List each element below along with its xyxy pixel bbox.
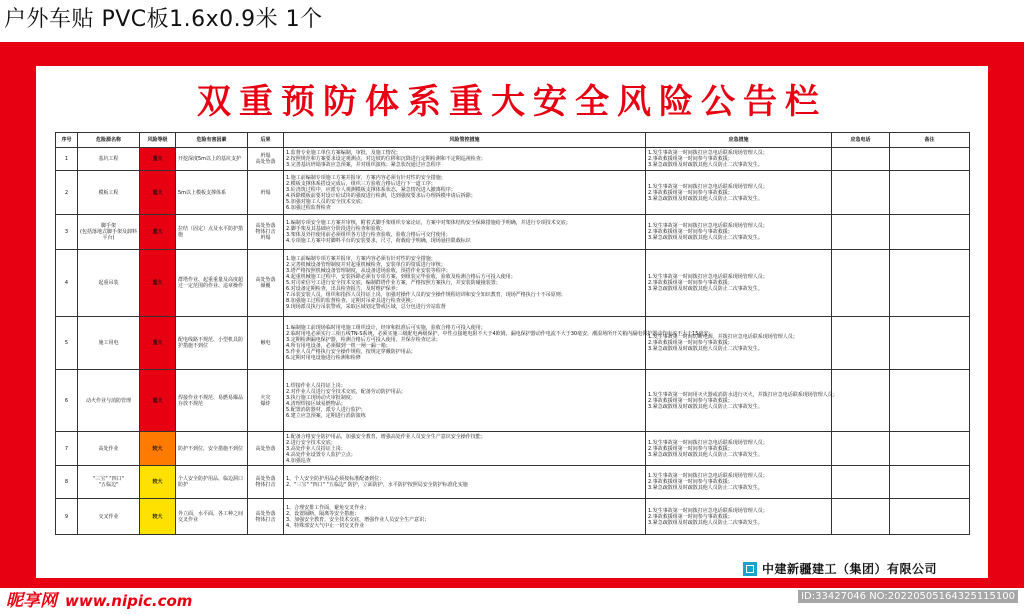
- measure-line: 4.专项施工方案中对脚料平台的安装要求，尺寸，荷载给予明确，现场悬挂限载标识: [286, 238, 471, 244]
- emergency-line: 1.发生事故第一时间拨打应急电话联系现场管理人员；: [648, 439, 768, 446]
- emergency-line: 2.事故救援组第一时间参与事故救援；: [648, 280, 733, 286]
- row-result: 触电: [248, 317, 284, 370]
- row-emergency: [646, 432, 832, 466]
- row-result: 高处坠落 物体打击: [248, 499, 284, 535]
- watermark-url: www.nipic.com: [65, 592, 193, 610]
- row-level: 重大: [140, 370, 176, 432]
- measure-line: 1.监督专业施工单位方案编制，审批，及施工情况；: [286, 150, 401, 156]
- row-remark: [890, 148, 970, 171]
- row-remark: [890, 171, 970, 215]
- row-no: 4: [56, 250, 78, 317]
- row-phone: [832, 432, 890, 466]
- row-factor: 焊接作业不规范、易燃易爆品存放不规范: [176, 370, 248, 432]
- emergency-line: 3.紧急疏散组及时疏散其他人员防止二次事故发生。: [648, 162, 763, 168]
- measure-line: 6.对设备定期检查，出具检查报告，及时维护保养；: [286, 286, 401, 292]
- watermark-brand-text: 昵享网: [6, 591, 57, 611]
- row-emergency: [646, 499, 832, 535]
- row-emergency: [646, 215, 832, 250]
- row-name: 高处作业: [78, 432, 140, 466]
- emergency-line: 1.发生事故第一时间拨打应急电话联系现场管理人员；: [648, 223, 768, 229]
- row-level: 重大: [140, 148, 176, 171]
- table-row: [56, 215, 970, 250]
- measure-line: 3.砼浇筑过程中，应派专人观测模板支撑体系状态，紧急情况进入撤离程序；: [286, 186, 456, 193]
- row-phone: [832, 148, 890, 171]
- emergency-line: 2.事故救援组第一时间参与事故救援；: [648, 397, 733, 404]
- risk-table: [55, 132, 970, 535]
- emergency-line: 1.发生事故第一时间拨打应急电话联系现场管理人员；: [648, 183, 768, 190]
- row-factor: 外立面，水平面，各工种之间交叉作业: [176, 499, 248, 535]
- row-measures: [284, 370, 646, 432]
- emergency-line: 3.紧急疏散组及时疏散其他人员防止二次事故发生。: [648, 485, 763, 491]
- row-remark: [890, 370, 970, 432]
- row-name: 起重吊装: [78, 250, 140, 317]
- row-name: 脚手架 (包括落地式脚手架及卸料平台): [78, 215, 140, 250]
- measure-line: 3.执行施工现场动火审批制度；: [286, 394, 356, 401]
- row-phone: [832, 171, 890, 215]
- notice-board: [0, 42, 1024, 588]
- row-emergency: [646, 370, 838, 432]
- row-factor: 防护不到位，安全措施不到位: [176, 432, 248, 466]
- measure-line: 1、合理安排工作面，避免交叉作业；: [286, 504, 370, 511]
- measure-line: 3.架体及外挂使用前必须组织各方进行检查验收，验收合格后可交付使用；: [286, 232, 451, 238]
- row-factor: 群塔作业、起重重量及高度超过一定范围的作业、违章操作: [176, 250, 248, 317]
- company-name: 中建新疆建工（集团）有限公司: [762, 562, 938, 576]
- row-result: 高处坠落 物体打击: [248, 466, 284, 499]
- measure-line: 5.对司索信号工进行安全技术交底，编制群塔作业方案，严格按照方案执行，并安装防碰撞装置；: [286, 280, 501, 286]
- header-level: 风险等级: [140, 133, 176, 148]
- emergency-line: 3.紧急疏散组及时疏散其他人员防止二次事故发生。: [648, 403, 763, 410]
- emergency-line: 1.发生事故第一时间用灭火器或消防水进行灭火，并拨打应急电话联系现场管理人员；: [648, 391, 838, 398]
- watermark-brand: [6, 586, 192, 611]
- row-phone: [832, 370, 890, 432]
- measure-line: 4.高处作业设置专人监护立点；: [286, 451, 356, 458]
- header-emergency: 应急措施: [646, 133, 832, 148]
- table-row: [56, 466, 970, 499]
- row-level: 重大: [140, 250, 176, 317]
- measure-line: 3.完善基坑坍塌事故应急预案，并对组织演练；紧急状况通过应急程序: [286, 162, 441, 168]
- row-emergency: [646, 148, 832, 171]
- header-remark: 备注: [890, 133, 970, 148]
- row-factor: 个人安全防护用品、临边洞口防护: [176, 466, 248, 499]
- measure-line: 5.作业人员严格执行安全操作规程，按规定穿戴防护用品；: [286, 349, 416, 355]
- measure-line: 4.清理焊接区域易燃物品；: [286, 400, 346, 407]
- header-phone: 应急电话: [832, 133, 890, 148]
- measure-line: 5.加强对施工人员的安全技术交底；: [286, 198, 366, 205]
- row-measures: [284, 148, 646, 171]
- emergency-line: 2.事故救援组第一时间参与事故救援；: [648, 340, 733, 346]
- row-level: 重大: [140, 317, 176, 370]
- emergency-line: 3.紧急疏散组及时疏散其他人员防止二次事故发生。: [648, 451, 763, 458]
- measure-line: 2.脚手架及其基础应分阶段进行检查和验收；: [286, 226, 386, 232]
- emergency-line: 2.事故救援组第一时间参与事故救援；: [648, 229, 733, 235]
- row-level: 较大: [140, 466, 176, 499]
- emergency-line: 1.发生事故第一时间拨打应急电话联系现场管理人员；: [648, 150, 768, 156]
- row-no: 2: [56, 171, 78, 215]
- row-measures: [284, 250, 646, 317]
- header-result: 后果: [248, 133, 284, 148]
- row-phone: [832, 466, 890, 499]
- table-row: [56, 499, 970, 535]
- measure-line: 6.定期对用电设施进行检测和检修: [286, 355, 361, 361]
- measure-line: 3、加强安全教育，安全技术交底，增强作业人员安全生产意识；: [286, 516, 430, 523]
- row-name: 施工用电: [78, 317, 140, 370]
- table-row: [56, 370, 970, 432]
- emergency-line: 2.事故救援组第一时间参与事故救援；: [648, 445, 733, 452]
- row-emergency: [646, 317, 832, 370]
- company-footer: [743, 560, 937, 577]
- measure-line: 4.加强巡查: [286, 457, 311, 464]
- measure-line: 2.进行安全技术交底；: [286, 439, 336, 446]
- row-phone: [832, 250, 890, 317]
- row-factor: 开挖深度5m以上的基坑支护: [176, 148, 248, 171]
- row-factor: 拉结（固定）点及水平防护措施: [176, 215, 248, 250]
- table-body: [56, 148, 970, 535]
- row-phone: [832, 317, 890, 370]
- emergency-line: 2.事故救援组第一时间参与事故救援；: [648, 156, 733, 162]
- row-measures: [284, 432, 646, 466]
- top-caption: 户外车贴 PVC板1.6x0.9米 1个: [4, 7, 323, 32]
- measure-line: 3.塔严格按照机械设备管理制度，从设备进场验收，预搭作业安装等程序；: [286, 268, 451, 274]
- row-name: 基坑工程: [78, 148, 140, 171]
- emergency-line: 3.紧急疏散组及时疏散其他人员防止二次事故发生。: [648, 286, 763, 292]
- row-measures: [284, 171, 646, 215]
- row-phone: [832, 215, 890, 250]
- measure-line: 2.临时用电必须实行三相五线TN-S系统，必须实施三级配电两级保护，中性点接地电阻不大于4欧姆，漏电保护器动作电流不大于30毫安，潮湿场所开关箱内漏电保护器动作电流不大于15毫安；: [286, 331, 714, 337]
- row-remark: [890, 499, 970, 535]
- measure-line: 4.所有用电设备，必须做到一机一闸一漏一箱；: [286, 343, 391, 349]
- row-result: 坍塌 高处坠落: [248, 148, 284, 171]
- measure-line: 3.定期检测漏电保护器，检测合格后方可投入使用，并保存检查记录；: [286, 337, 441, 343]
- measure-line: 4.起重机械施工过程中，安装拆除必须有专项方案，到组装完毕验收，验收及检测合格后方可投入使用；: [286, 274, 516, 280]
- measure-line: 1.施工前编制专项施工方案并报审，方案内容必须有针对性的安全措施；: [286, 174, 446, 181]
- emergency-line: 1.发生事故第一时间拨打应急电话联系现场管理人员；: [648, 473, 768, 479]
- row-measures: [284, 466, 646, 499]
- measure-line: 1.编制专项安全施工方案并审核，附着式脚手架组织专家论证，方案中对架体结构安全保障措施给予明确，并进行专项技术交底；: [286, 220, 571, 226]
- measure-line: 1.配备合格安全防护用品，加强安全教育，增强高处作业人员安全生产意识安全操作技能；: [286, 433, 486, 440]
- header-no: 序号: [56, 133, 78, 148]
- measure-line: 2、设置隔断，隔离等安全措施；: [286, 510, 360, 517]
- row-no: 9: [56, 499, 78, 535]
- row-name: "三宝" "四口" "五临边": [78, 466, 140, 499]
- emergency-line: 2.事故救援组第一时间参与事故救援；: [648, 513, 733, 520]
- measure-line: 2.对作业人员进行安全技术交底，配备劳动防护用品；: [286, 388, 406, 395]
- measure-line: 1.施工前编制专项方案并报审，方案内容必须有针对性的安全措施；: [286, 256, 436, 262]
- row-measures: [284, 215, 646, 250]
- measure-line: 9.现场派员执行吊装警戒，采取区域划定警戒区域，总分包进行旁站监督: [286, 304, 446, 310]
- board-title: 双重预防体系重大安全风险公告栏: [197, 82, 827, 122]
- row-level: 重大: [140, 171, 176, 215]
- measure-line: 2.完善机械设备管理制度并对起重机械检查，安装单位的资质进行审核；: [286, 262, 446, 268]
- row-remark: [890, 215, 970, 250]
- row-name: 模板工程: [78, 171, 140, 215]
- row-phone: [832, 499, 890, 535]
- row-remark: [890, 250, 970, 317]
- row-result: 高处坠落: [248, 432, 284, 466]
- table-row: [56, 171, 970, 215]
- emergency-line: 1.发生事故第一时间拨打应急电话联系现场管理人员；: [648, 507, 768, 514]
- row-measures: [284, 499, 646, 535]
- table-row: [56, 432, 970, 466]
- table-header-row: [56, 133, 970, 148]
- emergency-line: 3.紧急疏散组及时疏散其他人员防止二次事故发生。: [648, 235, 763, 241]
- header-factor: 危险有害因素: [176, 133, 248, 148]
- row-name: 动火作业与消防管理: [78, 370, 140, 432]
- measure-line: 1.编制施工前现场临时用电施工组织设计，经审和批准后可实施，验收合格方可投入使用；: [286, 325, 486, 331]
- row-no: 6: [56, 370, 78, 432]
- measure-line: 2、"三宝" "四口" "五临边" 防护，立面防护，水平防护按照局安全防护标准化实施: [286, 482, 468, 488]
- board-panel: [36, 66, 988, 578]
- measure-line: 7.吊装安装人员，组织和指挥人员持证上岗，加强对操作人员的安全操作规程培训和安全知识教育，现场严格执行十不吊原则；: [286, 292, 566, 298]
- row-emergency: [646, 466, 832, 499]
- emergency-line: 3.紧急疏散组及时疏散其他人员防止二次事故发生。: [648, 519, 763, 526]
- row-result: 火灾 爆炸: [248, 370, 284, 432]
- measure-line: 6.加强过程监督检查: [286, 204, 331, 211]
- row-factor: 配电线路不规范、小型机具防护措施不到位: [176, 317, 248, 370]
- row-no: 5: [56, 317, 78, 370]
- company-logo-icon: [743, 562, 757, 576]
- table-row: [56, 250, 970, 317]
- row-no: 8: [56, 466, 78, 499]
- measure-line: 4.拆除模板前要对设计砼试块的强度进行检测，达到强度要求后办理拆模申请后拆除；: [286, 192, 476, 199]
- measure-line: 2.模板支撑体系搭设完成后，组织三方验收合格后进行下一道工序；: [286, 180, 436, 187]
- watermark-id: ID:33427046 NO:20220505164325115100: [798, 590, 1018, 603]
- row-name: 交叉作业: [78, 499, 140, 535]
- header-name: 危险源名称: [78, 133, 140, 148]
- row-remark: [890, 317, 970, 370]
- measure-line: 4、特殊部安大气中止一切交叉作业: [286, 522, 365, 529]
- measure-line: 1、个人安全防护用品必须按标准配备到位；: [286, 476, 385, 482]
- measure-line: 3.高处作业人员持证上岗；: [286, 445, 346, 452]
- emergency-line: 3.紧急疏散组及时疏散其他人员防止二次事故发生。: [648, 346, 763, 352]
- row-result: 高处坠落 物体打击 坍塌: [248, 215, 284, 250]
- emergency-line: 2.事故救援组第一时间参与事故救援；: [648, 189, 733, 196]
- table-row: [56, 148, 970, 171]
- row-level: 重大: [140, 215, 176, 250]
- row-emergency: [646, 171, 832, 215]
- row-factor: 5m以上模板支撑体系: [176, 171, 248, 215]
- measure-line: 2.按照规范和方案要求设定观测点，对边坡的位移和沉降进行定期检测和不定期巡视检查；: [286, 156, 486, 162]
- row-emergency: [646, 250, 832, 317]
- row-no: 1: [56, 148, 78, 171]
- row-remark: [890, 432, 970, 466]
- table-row: [56, 317, 970, 370]
- measure-line: 5.配置消防器材，派专人进行监护；: [286, 406, 366, 413]
- row-result: 高处坠落 倾覆: [248, 250, 284, 317]
- row-no: 3: [56, 215, 78, 250]
- emergency-line: 1.发生事故第一时间切断电源，并拨打应急电话联系现场管理人员；: [648, 334, 798, 340]
- measure-line: 6.建立应急预案，定期进行消防演练: [286, 412, 366, 419]
- row-result: 坍塌: [248, 171, 284, 215]
- row-no: 7: [56, 432, 78, 466]
- measure-line: 1.焊接作业人员持证上岗；: [286, 382, 346, 389]
- emergency-line: 3.紧急疏散组及时疏散其他人员防止二次事故发生。: [648, 195, 763, 202]
- emergency-line: 2.事故救援组第一时间参与事故救援；: [648, 479, 733, 485]
- row-level: 较大: [140, 432, 176, 466]
- measure-line: 8.加强施工过程的监督检查，定期对吊索具进行检查更换；: [286, 298, 416, 304]
- emergency-line: 1.发生事故第一时间拨打应急电话联系现场管理人员；: [648, 274, 768, 280]
- header-measures: 风险管控措施: [284, 133, 646, 148]
- row-remark: [890, 466, 970, 499]
- row-level: 较大: [140, 499, 176, 535]
